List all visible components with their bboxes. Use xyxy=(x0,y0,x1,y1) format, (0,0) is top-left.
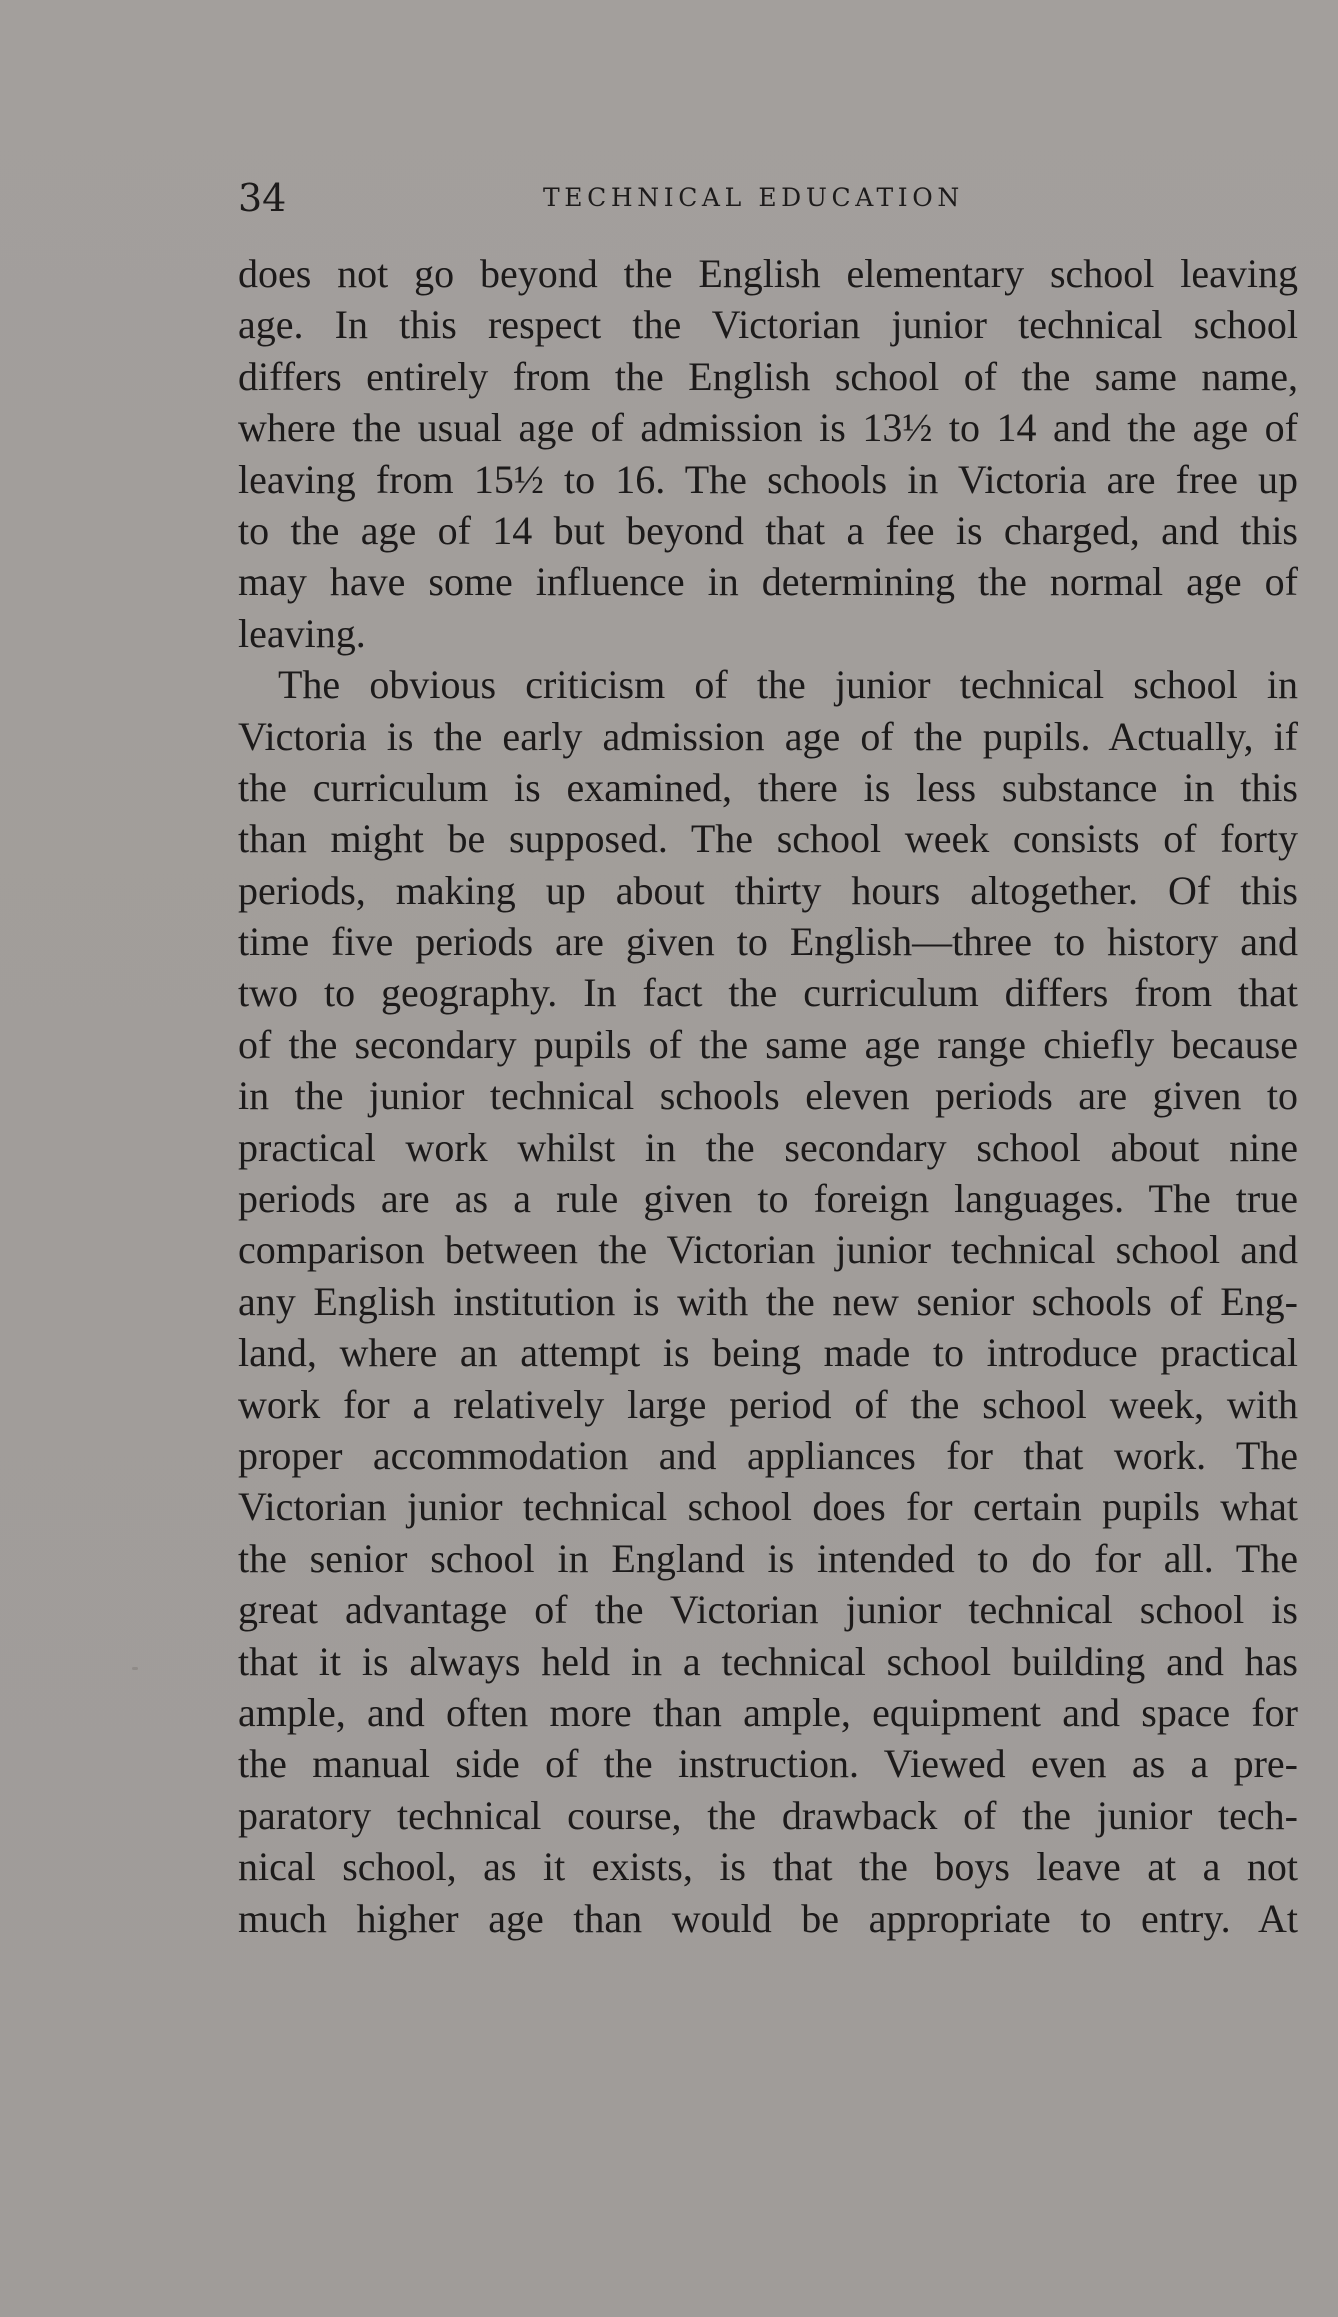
text-line: of the secondary pupils of the same age range chiefly because xyxy=(238,1021,1298,1067)
text-line: great advantage of the Victorian junior technical school is xyxy=(238,1587,1298,1633)
text-line: than might be supposed. The school week consists of forty xyxy=(238,816,1298,862)
text-line: where the usual age of admission is 13½ to 14 and the age of xyxy=(238,405,1298,451)
text-line: the curriculum is examined, there is less substance in this xyxy=(238,764,1298,810)
text-line: Victoria is the early admission age of the pupils. Actually, if xyxy=(238,713,1298,759)
text-line: The obvious criticism of the junior technical school in xyxy=(278,662,1298,708)
text-line: work for a relatively large period of the school week, with xyxy=(238,1381,1298,1427)
paragraph-1 xyxy=(238,248,1298,659)
text-line: the manual side of the instruction. Viewed even as a pre- xyxy=(238,1741,1298,1787)
text-line: the senior school in England is intended to do for all. The xyxy=(238,1535,1298,1581)
text-line: paratory technical course, the drawback of the junior tech- xyxy=(238,1792,1298,1838)
paper-speck xyxy=(132,1667,138,1670)
text-line: nical school, as it exists, is that the boys leave at a not xyxy=(238,1844,1298,1890)
text-line: comparison between the Victorian junior technical school and xyxy=(238,1227,1298,1273)
text-line: in the junior technical schools eleven periods are given to xyxy=(238,1073,1298,1119)
text-line: does not go beyond the English elementary school leaving xyxy=(238,251,1298,296)
paragraph-2 xyxy=(238,659,1298,1944)
text-line: age. In this respect the Victorian junior technical school xyxy=(238,302,1298,348)
text-line: any English institution is with the new senior schools of Eng- xyxy=(238,1278,1298,1324)
text-line: that it is always held in a technical school building and has xyxy=(238,1638,1298,1684)
text-line: ample, and often more than ample, equipment and space for xyxy=(238,1689,1298,1735)
page-header xyxy=(238,168,1298,228)
text-line: periods, making up about thirty hours altogether. Of this xyxy=(238,867,1298,913)
text-line: land, where an attempt is being made to introduce practical xyxy=(238,1330,1298,1376)
text-line: Victorian junior technical school does for certain pupils what xyxy=(238,1484,1298,1530)
body-text xyxy=(238,248,1298,1944)
text-line: much higher age than would be appropriate to entry. At xyxy=(238,1895,1298,1941)
text-line: periods are as a rule given to foreign languages. The true xyxy=(238,1176,1298,1222)
text-line: two to geography. In fact the curriculum differs from that xyxy=(238,970,1298,1016)
running-head: TECHNICAL EDUCATION xyxy=(543,183,964,212)
page-number: 34 xyxy=(238,176,287,220)
text-line: to the age of 14 but beyond that a fee is charged, and this xyxy=(238,507,1298,553)
text-line: leaving from 15½ to 16. The schools in Victoria are free up xyxy=(238,456,1298,502)
text-line: leaving. xyxy=(238,610,366,656)
text-line: proper accommodation and appliances for that work. The xyxy=(238,1432,1298,1478)
text-line: time five periods are given to English—three to history and xyxy=(238,919,1298,965)
text-line: may have some influence in determining the normal age of xyxy=(238,559,1298,605)
text-line: differs entirely from the English school of the same name, xyxy=(238,353,1298,399)
text-line: practical work whilst in the secondary school about nine xyxy=(238,1124,1298,1170)
